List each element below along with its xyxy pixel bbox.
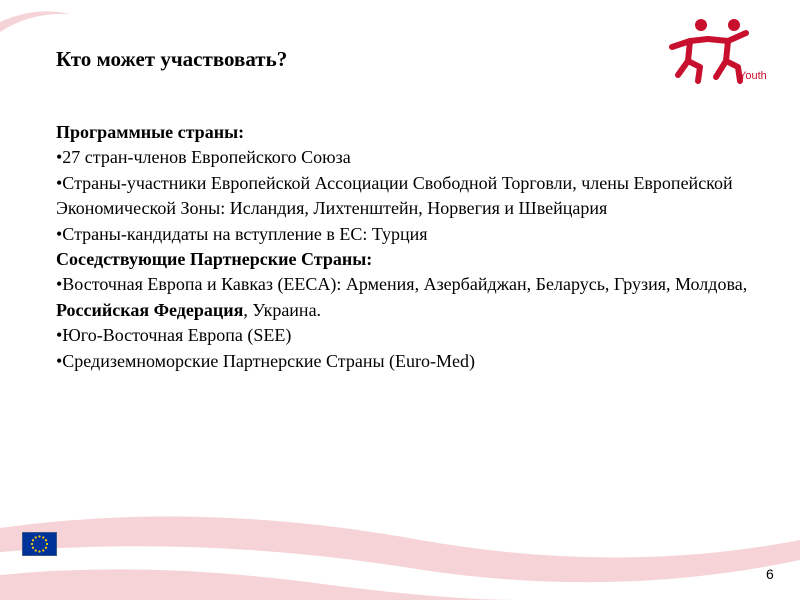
eu-star-icon (46, 543, 48, 545)
eu-star-icon (32, 539, 34, 541)
eu-star-icon (42, 536, 44, 538)
slide-title: Кто может участвовать? (56, 47, 288, 71)
eu-star-icon (35, 549, 37, 551)
bullet-item: •Средиземноморские Партнерские Страны (Euro-Med) (56, 350, 476, 371)
youth-logo-icon (668, 17, 780, 97)
eeca-suffix: , Украина. (243, 299, 322, 320)
programme-countries-heading: Программные страны: (56, 122, 245, 142)
eu-star-icon (35, 536, 37, 538)
logo-text: Youth (739, 70, 767, 82)
slide-body (56, 120, 756, 374)
eu-star-icon (42, 549, 44, 551)
eu-star-icon (32, 547, 34, 549)
bullet-item-eeca (56, 272, 756, 323)
top-left-swoosh (0, 11, 70, 32)
neighbour-countries-heading: Соседствующие Партнерские Страны: (56, 249, 373, 270)
bullet-item: •Юго-Восточная Европа (SEE) (56, 325, 292, 346)
bullet-item: •Страны-участники Европейской Ассоциации Свободной Торговли, члены Европейской Экономической Зоны: Исландия, Лихтенштейн, Норвегия и Швейцария (56, 172, 733, 219)
bullet-item: •Страны-кандидаты на вступление в ЕС: Турция (56, 223, 428, 244)
bullet-item: •27 стран-членов Европейского Союза (56, 147, 351, 168)
eeca-bold-text: Российская Федерация (56, 299, 244, 320)
page-number: 6 (766, 566, 774, 582)
eu-star-icon (45, 539, 47, 541)
eu-star-icon (38, 550, 40, 552)
eu-star-icon (45, 547, 47, 549)
eu-star-icon (31, 543, 33, 545)
bottom-swoosh-fill (0, 569, 520, 600)
eu-flag-icon (22, 532, 57, 556)
eu-star-icon (38, 535, 40, 537)
eeca-text: •Восточная Европа и Кавказ (EECA): Армения, Азербайджан, Беларусь, Грузия, Молдова, (56, 274, 748, 295)
